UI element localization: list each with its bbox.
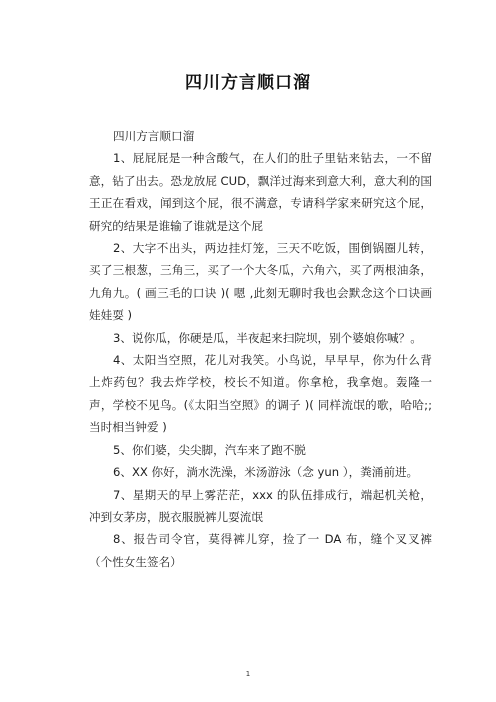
document-title: 四川方言顺口溜 [185, 73, 311, 93]
paragraph-subtitle: 四川方言顺口溜 [113, 129, 195, 143]
paragraph-item-3: 3、说你瓜，你硬是瓜，半夜起来扫院坝，别个婆娘你喊？。 [113, 330, 422, 345]
paragraph-item-4: 4、太阳当空照，花儿对我笑。小鸟说，早早早，你为什么背上炸药包？我去炸学校，校长不知道。你拿枪，我拿炮。轰隆一声，学校不见鸟。(《太阳当空照》的调子 )( 同样流氓的歌，哈哈;;当时相当钟爱 ) [89, 353, 432, 435]
paragraph-item-2: 2、大字不出头，两边挂灯笼，三天不吃饭，围倒锅圈儿转，买了三根葱，三角三，买了一个大冬瓜，六角六，买了两根油条，九角九。( 画三毛的口诀 )( 嗯 ,此刻无聊时我也会默念这个口诀画娃娃耍 ) [89, 241, 432, 323]
paragraph-item-5: 5、你们婆，尖尖脚，汽车来了跑不脱 [113, 442, 306, 457]
paragraph-item-7: 7、星期天的早上雾茫茫，xxx 的队伍排成行，端起机关枪，冲到女茅房，脱衣服脱裤儿耍流氓 [89, 487, 432, 524]
paragraph-item-8: 8、报告司令官，莫得裤儿穿，捡了一 DA 布，缝个叉叉裤（个性女生签名） [89, 532, 432, 569]
paragraph-item-6: 6、XX 你好，淌水洗澡，米汤游泳（念 yun ），粪涌前进。 [113, 465, 419, 480]
paragraph-item-1: 1、屁屁屁是一种含酸气，在人们的肚子里钻来钻去，一不留意，钻了出去。恐龙放屁 CUD，飘洋过海来到意大利，意大利的国王正在看戏，闻到这个屁，很不满意，专请科学家来研究这个屁，研究的结果是谁输了谁就是这个屁 [89, 151, 432, 233]
page-number: 1 [245, 670, 251, 678]
document-body [89, 125, 432, 573]
